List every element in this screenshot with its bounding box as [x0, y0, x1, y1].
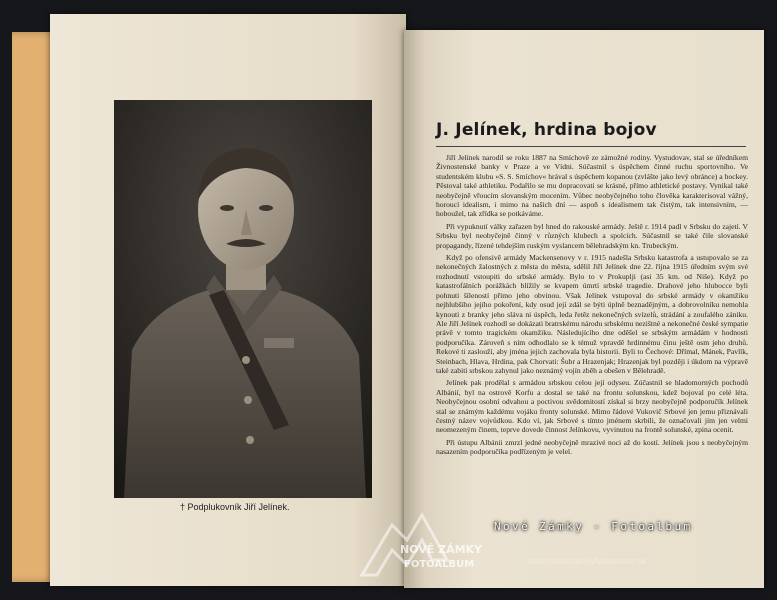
- watermark-logo-line1: NOVÉ ZÁMKY: [400, 543, 483, 556]
- watermark-logo: [352, 505, 492, 585]
- article-paragraph: Při ústupu Albánii zmrzl jedné neobyčejně mrazivé noci až do kostí. Jelínek jsou s neobyčejným nasazením podporučíka podřízeným je velel.: [436, 437, 748, 457]
- article-body: [436, 153, 748, 558]
- article-paragraph: Jiří Jelínek narodil se roku 1887 na Smíchově ze zámožné rodiny. Vystudovav, stal se úředníkem Živnostenské banky v Praze a ve Vídni. Súčastnil s úspěchem činné ruchu sportovního. Ve studentském klubu »S. S. Smíchov« hrával s úspěchem kopanou (zvlášte jako levý obránce) a hockey. Pěstoval také athletiku. Podařilo se mu dopracovati se krásné, přímo athletické postavy. Vynikal také neobyčejně vřoucím slovanským mocením. Vůbec neobyčejného toho člověka karakterisoval vážný, horoucí idealism, i mimo na našich dní — aspoň s idealismem tak čistým, tak intensivním, — hoboužel, tak zřídka se potkáváme.: [436, 153, 748, 219]
- watermark-brand: Nové Zámky - Fotoalbum: [494, 520, 693, 533]
- article-paragraph: Při vypuknutí války zařazen byl hned do rakouské armády. Ještě r. 1914 padl v Srbsku do zajetí. V Srbsku byl neobyčejně činný v různých klubech a spolcích. Súčastnil se také čile slovanské propagandy, řízené tehdejším ruským vyslancem bělehradským kn. Trubeckým.: [436, 221, 748, 250]
- article-paragraph: Když po ofensivě armády Mackensenovy v r. 1915 nadešla Srbsku katastrofa a ustupovalo se za nekonečných žalostných z města do města, sdělil Jiří Jelínek dne 22. října 1915 úředním svým své rozhodnutí vstoupiti do srbské armády. Bylo to v Prokuplji (asi 35 km. od Niše). Když po katastrofálních porážkách blížily se kvapem úmrtí srbské tragedie. Drahové jeho hlubocce byli pohnuti šíleností přímo jeho obvinou. Však Jelínek vstupoval do srbské armády v okamžiku nejhlubšího jejího pokoření, kdy osud její zdál se býti úplně beznadějným, a dobrovolníku nemohla kynouti z branky jeho sláva ni úspěch, leda řetěz nekonečných svízelů, strádání a zoufalého zániku. Ale Jiří Jelínek rozhodl se dokázati bratrskému národu srbskému nezištné a nekonečné české sympatie právě v tomto tragickém okamžiku. Následujícího dne oděšel se srbským armádám v hodnosti podporučíka. Zároveň s ním odhodlalo se k témuž vpravdě hrdinnému činu ještě osm jeho druhů. Rekové ti zaslouží, aby jména jejich zachovala byla historii. Byli to Čechové: Dřímal, Mánek, Pavlík, Steinbach, Hlava, Hrdina, pak Chorvati: Šubr a Hrazenjak; Hrazenjak byl později i úkdom na výpravě také zabiti srbskou zahynul jako neznámý vojín zběh a obešen v Bělehradě.: [436, 253, 748, 375]
- article-title: J. Jelínek, hrdina bojov: [436, 120, 657, 140]
- portrait-photo: [114, 100, 372, 498]
- photo-caption: † Podplukovník Jiří Jelínek.: [180, 502, 290, 512]
- article-paragraph: Jelínek pak prodělal s armádou srbskou celou její odyseu. Zúčastnil se hladomorných pochodů Albánií, byl na ostrově Korfu a dostal se také na frontu solunskou, kdež bojoval po celé léta. Neobyčejnou osobní odvahou a poctivou svědomitostí získal si brzy neobyčejně podporučík Jelínek stal se známým každému vojáku fronty solunské. Mimo řádové Vukovič Srbové jen jemu přiznávali čestný název vojvůdkou. Kdo ví, jak Srbové s tímto jménem skrbili, že označovali jím jen velmi neomezeným činem, teprve dovede činnost Jelínkovu, vyvinutou na frontě solunské, zpina ocenit.: [436, 378, 748, 435]
- title-divider: [436, 146, 746, 147]
- watermark-url: www.novezamkyfotoalbum.sk: [528, 556, 647, 566]
- watermark-logo-line2: FOTOALBUM: [404, 559, 475, 570]
